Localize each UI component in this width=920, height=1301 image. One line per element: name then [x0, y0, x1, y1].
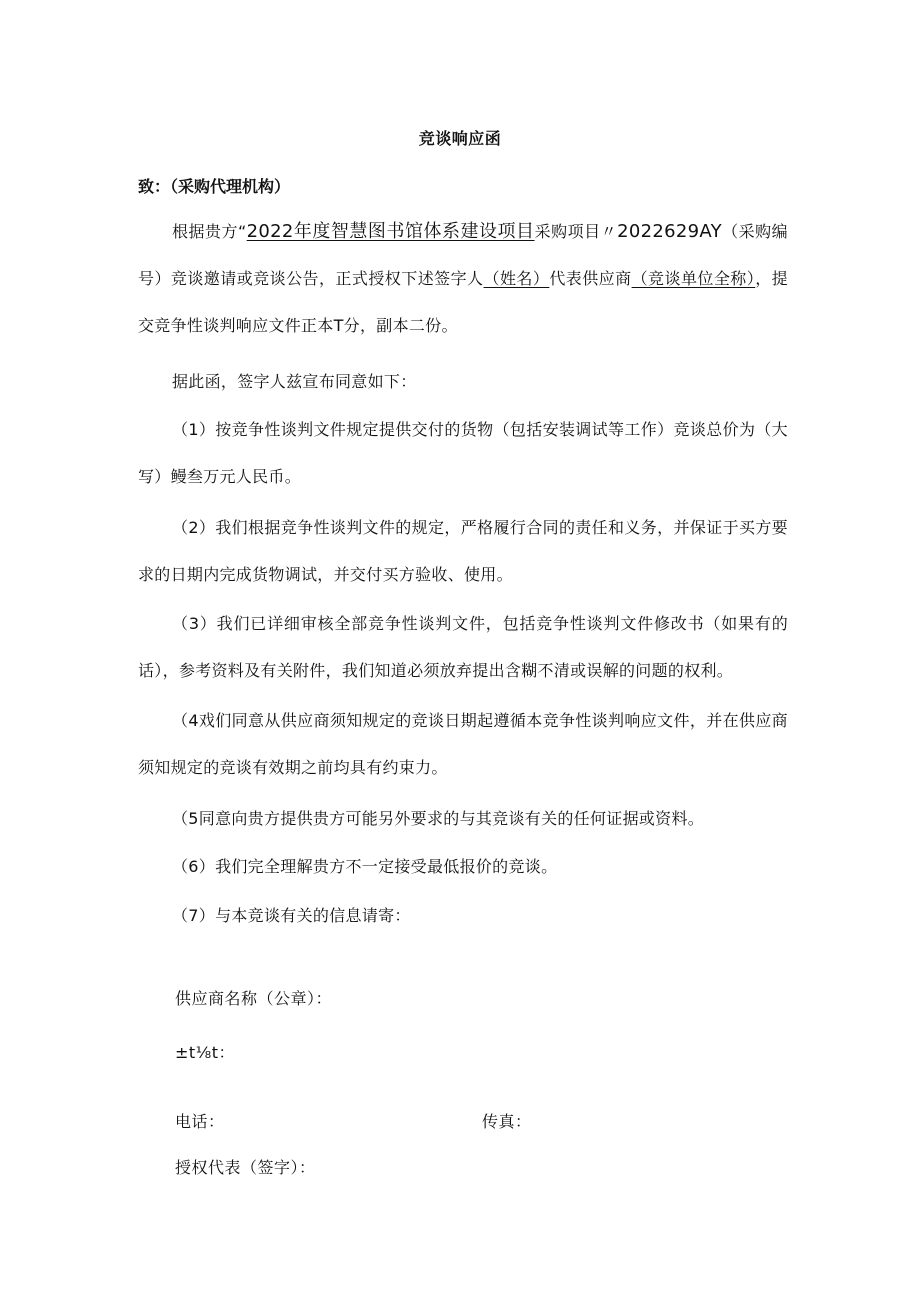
supplier-name-label: 供应商名称（公章）： [175, 989, 333, 1008]
intro-text-2: 采购项目〃 [534, 222, 618, 241]
document-title: 竞谈响应函 [418, 129, 502, 148]
supplier-name-field: （竞谈单位全称） [631, 269, 756, 288]
phone-label: 电话： [175, 1112, 225, 1131]
fax-label: 传真： [482, 1112, 532, 1131]
intro-paragraph [138, 208, 788, 349]
clause-3: （3）我们已详细审核全部竞争性谈判文件，包括竞争性谈判文件修改书（如果有的话），参考资料及有关附件，我们知道必须放弃提出含糊不清或误解的问题的权利。 [138, 614, 788, 680]
intro-text-3: （采购编号）竞谈邀请或竞谈公告，正式授权下述签字人 [138, 222, 788, 288]
declaration-paragraph: 据此函，签字人兹宣布同意如下： [172, 372, 417, 391]
clause-4: （4戏们同意从供应商须知规定的竞谈日期起遵循本竞争性谈判响应文件，并在供应商须知规定的竞谈有效期之前均具有约束力。 [138, 711, 788, 777]
project-number: 2022629AY [617, 221, 722, 242]
clause-5: （5同意向贵方提供贵方可能另外要求的与其竞谈有关的任何证据或资料。 [172, 809, 705, 828]
clause-7: （7）与本竞谈有关的信息请寄： [172, 906, 411, 925]
clause-1: （1）按竞争性谈判文件规定提供交付的货物（包括安装调试等工作）竞谈总价为（大写）鳗叁万元人民币。 [138, 420, 788, 486]
intro-text-1: 根据贵方“ [172, 222, 247, 241]
project-name: 2022年度智慧图书馆体系建设项目 [246, 221, 535, 242]
clause-2: （2）我们根据竞争性谈判文件的规定，严格履行合同的责任和义务，并保证于买方要求的日期内完成货物调试，并交付买方验收、使用。 [138, 518, 788, 584]
addressee-line: 致：（采购代理机构） [138, 177, 291, 196]
authorized-rep-label: 授权代表（签字）： [175, 1158, 316, 1177]
signer-name-field: （姓名） [483, 269, 550, 288]
address-label: ±t⅛t： [175, 1043, 235, 1062]
intro-text-5: ，提交竞争性谈判响应文件正本T分，副本二份。 [138, 269, 788, 335]
clause-6: （6）我们完全理解贵方不一定接受最低报价的竞谈。 [172, 857, 558, 876]
intro-text-4: 代表供应商 [549, 269, 632, 288]
